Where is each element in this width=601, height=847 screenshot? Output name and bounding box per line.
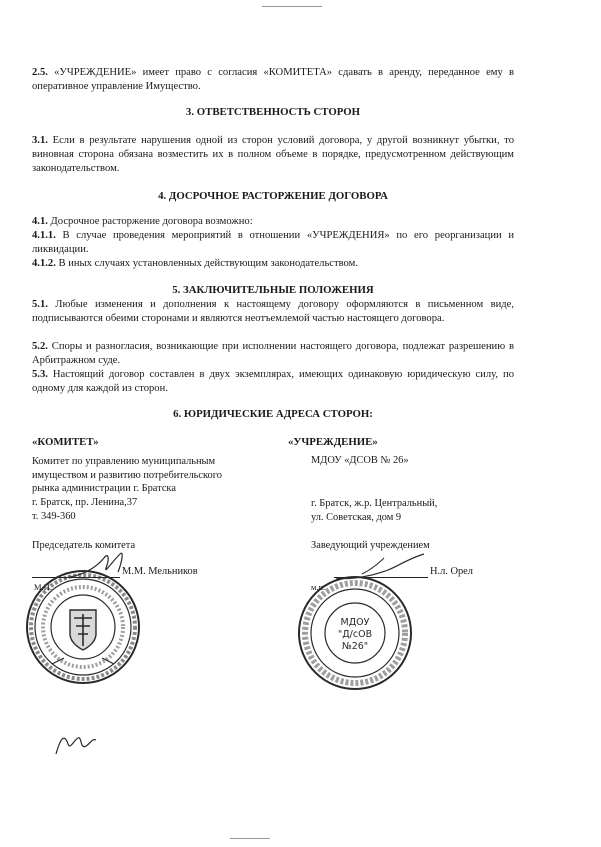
scan-artifact — [262, 6, 322, 7]
clause-number: 5.1. — [32, 299, 48, 310]
clause-text: «УЧРЕЖДЕНИЕ» имеет право с согласия «КОМИТЕТА» сдавать в аренду, переданное ему в оперативное управление Имущество. — [32, 67, 514, 92]
signature-icon — [52, 726, 100, 760]
seal-line-1: МДОУ — [340, 617, 370, 628]
institution-signer-name: Н.л. Орел — [430, 566, 473, 577]
paragraph-5-3 — [32, 368, 514, 396]
clause-number: 3.1. — [32, 135, 48, 146]
clause-number: 5.2. — [32, 341, 48, 352]
institution-name: МДОУ «ДСОВ № 26» — [311, 455, 409, 466]
committee-address: г. Братск, пр. Ленина,37 — [32, 497, 138, 508]
clause-text: Если в результате нарушения одной из сторон условий договора, у другой возникнут убытки, то виновная сторона обязана возместить их в полном объеме в порядке, предусмотренном действующим законодательством. — [32, 135, 514, 174]
paragraph-5-2 — [32, 340, 514, 368]
committee-signer-name: М.М. Мельников — [122, 566, 198, 577]
paragraph-3-1 — [32, 134, 514, 176]
clause-number: 4.1.2. — [32, 258, 56, 269]
committee-mp: М.П. — [34, 582, 52, 592]
clause-number: 4.1. — [32, 216, 48, 227]
institution-address: г. Братск, ж.р. Центральный, ул. Советская, дом 9 — [311, 498, 438, 523]
clause-text: Настоящий договор составлен в двух экземплярах, имеющих одинаковую юридическую силу, по одному для каждой из сторон. — [32, 369, 514, 394]
seal-stamp-icon — [296, 574, 414, 692]
clause-number: 2.5. — [32, 67, 48, 78]
committee-title: «КОМИТЕТ» — [32, 436, 99, 448]
seal-line-3: №26" — [341, 641, 369, 652]
committee-phone: т. 349-360 — [32, 511, 76, 522]
section-3-heading: 3. ОТВЕТСТВЕННОСТЬ СТОРОН — [185, 106, 361, 118]
clause-number: 4.1.1. — [32, 230, 56, 241]
seal-line-2: "Д/сОВ — [337, 629, 373, 640]
paragraph-5-1 — [32, 298, 514, 326]
committee-name: Комитет по управлению муниципальным имуществом и развитию потребительского рынка администрации г. Братска — [32, 456, 222, 494]
institution-signer-role: Заведующий учреждением — [311, 540, 430, 551]
paragraph-2-5 — [32, 66, 514, 94]
paragraph-4-1 — [32, 215, 514, 229]
clause-number: 5.3. — [32, 369, 48, 380]
clause-text: Споры и разногласия, возникающие при исполнении настоящего договора, подлежат разрешению в Арбитражном суде. — [32, 341, 514, 366]
institution-title: «УЧРЕЖДЕНИЕ» — [288, 436, 378, 448]
paragraph-4-1-2 — [32, 257, 514, 271]
seal-stamp-icon — [24, 568, 142, 686]
section-6-heading: 6. ЮРИДИЧЕСКИЕ АДРЕСА СТОРОН: — [173, 408, 373, 420]
clause-text: В иных случаях установленных действующим законодательством. — [58, 258, 358, 269]
paragraph-4-1-1 — [32, 229, 514, 257]
clause-text: Досрочное расторжение договора возможно: — [50, 216, 253, 227]
institution-mp: м.п. — [311, 582, 326, 592]
clause-text: Любые изменения и дополнения к настоящему договору оформляются в письменном виде, подписываются обеими сторонами и являются неотъемлемой частью настоящего договора. — [32, 299, 514, 324]
scan-artifact — [230, 838, 270, 839]
section-4-heading: 4. ДОСРОЧНОЕ РАСТОРЖЕНИЕ ДОГОВОРА — [158, 190, 388, 202]
committee-signer-role: Председатель комитета — [32, 540, 136, 551]
section-5-heading: 5. ЗАКЛЮЧИТЕЛЬНЫЕ ПОЛОЖЕНИЯ — [172, 284, 374, 296]
clause-text: В случае проведения мероприятий в отношении «УЧРЕЖДЕНИЯ» по его реорганизации и ликвидации. — [32, 230, 514, 255]
